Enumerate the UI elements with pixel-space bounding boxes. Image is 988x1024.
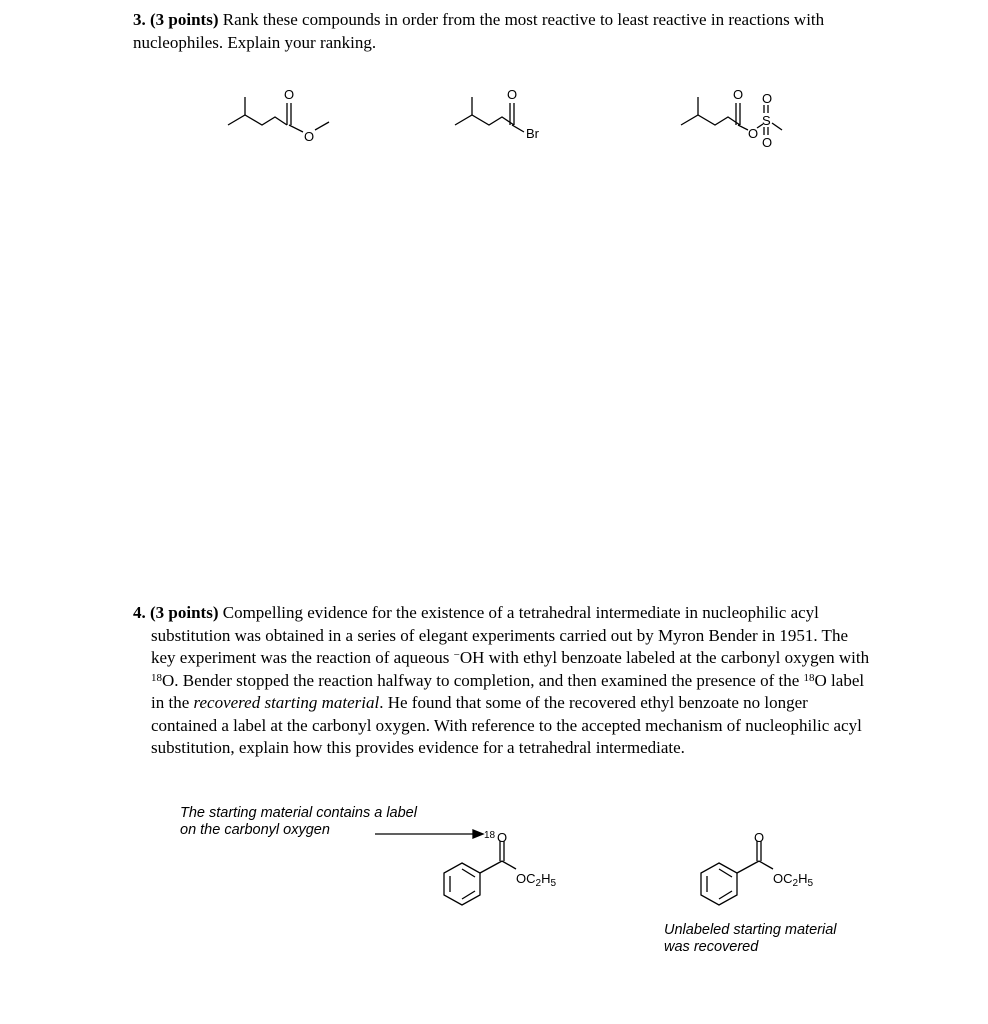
mol2-bromine: Br: [526, 126, 539, 141]
hydroxide-charge: −: [453, 649, 460, 661]
mol3-carbonyl-o: O: [733, 87, 744, 102]
question-4-points: (3 points): [150, 603, 219, 622]
question-4-text-2: OH with ethyl benzoate labeled at the carbonyl oxygen with: [459, 648, 870, 667]
isotope-18-b: 18: [803, 671, 815, 684]
unlabeled-sub2: 2: [792, 878, 799, 889]
unlabeled-h: H: [798, 871, 808, 886]
question-4-text-3: O. Bender stopped the reaction halfway to completion, and then examined the presence of the: [162, 670, 804, 690]
molecule-methyl-ester: [225, 85, 355, 145]
mol3-sulfur: S: [762, 113, 771, 128]
molecule-acyl-bromide: [452, 85, 582, 145]
caption-labeled-line-2: on the carbonyl oxygen: [180, 822, 330, 838]
unlabeled-oc: OC: [773, 871, 793, 886]
mol1-ester-o: O: [304, 129, 315, 144]
caption-unlabeled-line-1: Unlabeled starting material: [664, 922, 837, 938]
molecule-mixed-anhydride: [678, 85, 808, 155]
mol3-bridge-o: O: [748, 126, 759, 141]
recovered-starting-material: recovered starting material: [193, 693, 380, 712]
labeled-isotope: 18: [484, 830, 496, 841]
mol3-s-o-bottom: O: [762, 135, 773, 150]
unlabeled-carbonyl-o: O: [754, 830, 765, 845]
question-4-text-1: Compelling evidence for the existence of a tetrahedral intermediate in nucleophilic acyl substitution was obtained in a series of elegant experiments carried out by Myron Bender in 1951. The key experiment was the reaction of aqueous: [151, 603, 848, 667]
unlabeled-ethoxy: [773, 871, 813, 889]
caption-unlabeled: [664, 922, 836, 956]
question-3-text: Rank these compounds in order from the most reactive to least reactive in reactions with nucleophiles. Explain your ranking.: [133, 10, 825, 52]
molecule-labeled-ethyl-benzoate: [440, 825, 580, 915]
mol2-carbonyl-o: O: [507, 87, 518, 102]
unlabeled-sub5: 5: [807, 878, 814, 889]
question-4: [133, 602, 873, 760]
isotope-18-a: 18: [151, 671, 162, 684]
mol3-s-o-top: O: [762, 91, 773, 106]
labeled-h: H: [541, 871, 551, 886]
molecule-unlabeled-ethyl-benzoate: [697, 825, 837, 915]
labeled-carbonyl-o: O: [497, 830, 508, 845]
caption-unlabeled-line-2: was recovered: [664, 939, 759, 955]
question-4-number: 4.: [133, 603, 146, 622]
question-4-text-4: O label in the: [151, 670, 865, 712]
question-3-number: 3.: [133, 10, 146, 29]
labeled-oc: OC: [516, 871, 536, 886]
question-3-points: (3 points): [150, 10, 219, 29]
labeled-sub2: 2: [535, 878, 542, 889]
question-4-text-5: . He found that some of the recovered ethyl benzoate no longer contained a label at the carbonyl oxygen. With reference to the accepted mechanism of nucleophilic acyl substitution, explain how this provides evidence for a tetrahedral intermediate.: [151, 693, 862, 757]
mol1-carbonyl-o: O: [284, 87, 295, 102]
labeled-sub5: 5: [550, 878, 557, 889]
question-3: [133, 9, 853, 54]
caption-labeled-line-1: The starting material contains a label: [180, 805, 417, 821]
labeled-ethoxy: [516, 871, 556, 889]
